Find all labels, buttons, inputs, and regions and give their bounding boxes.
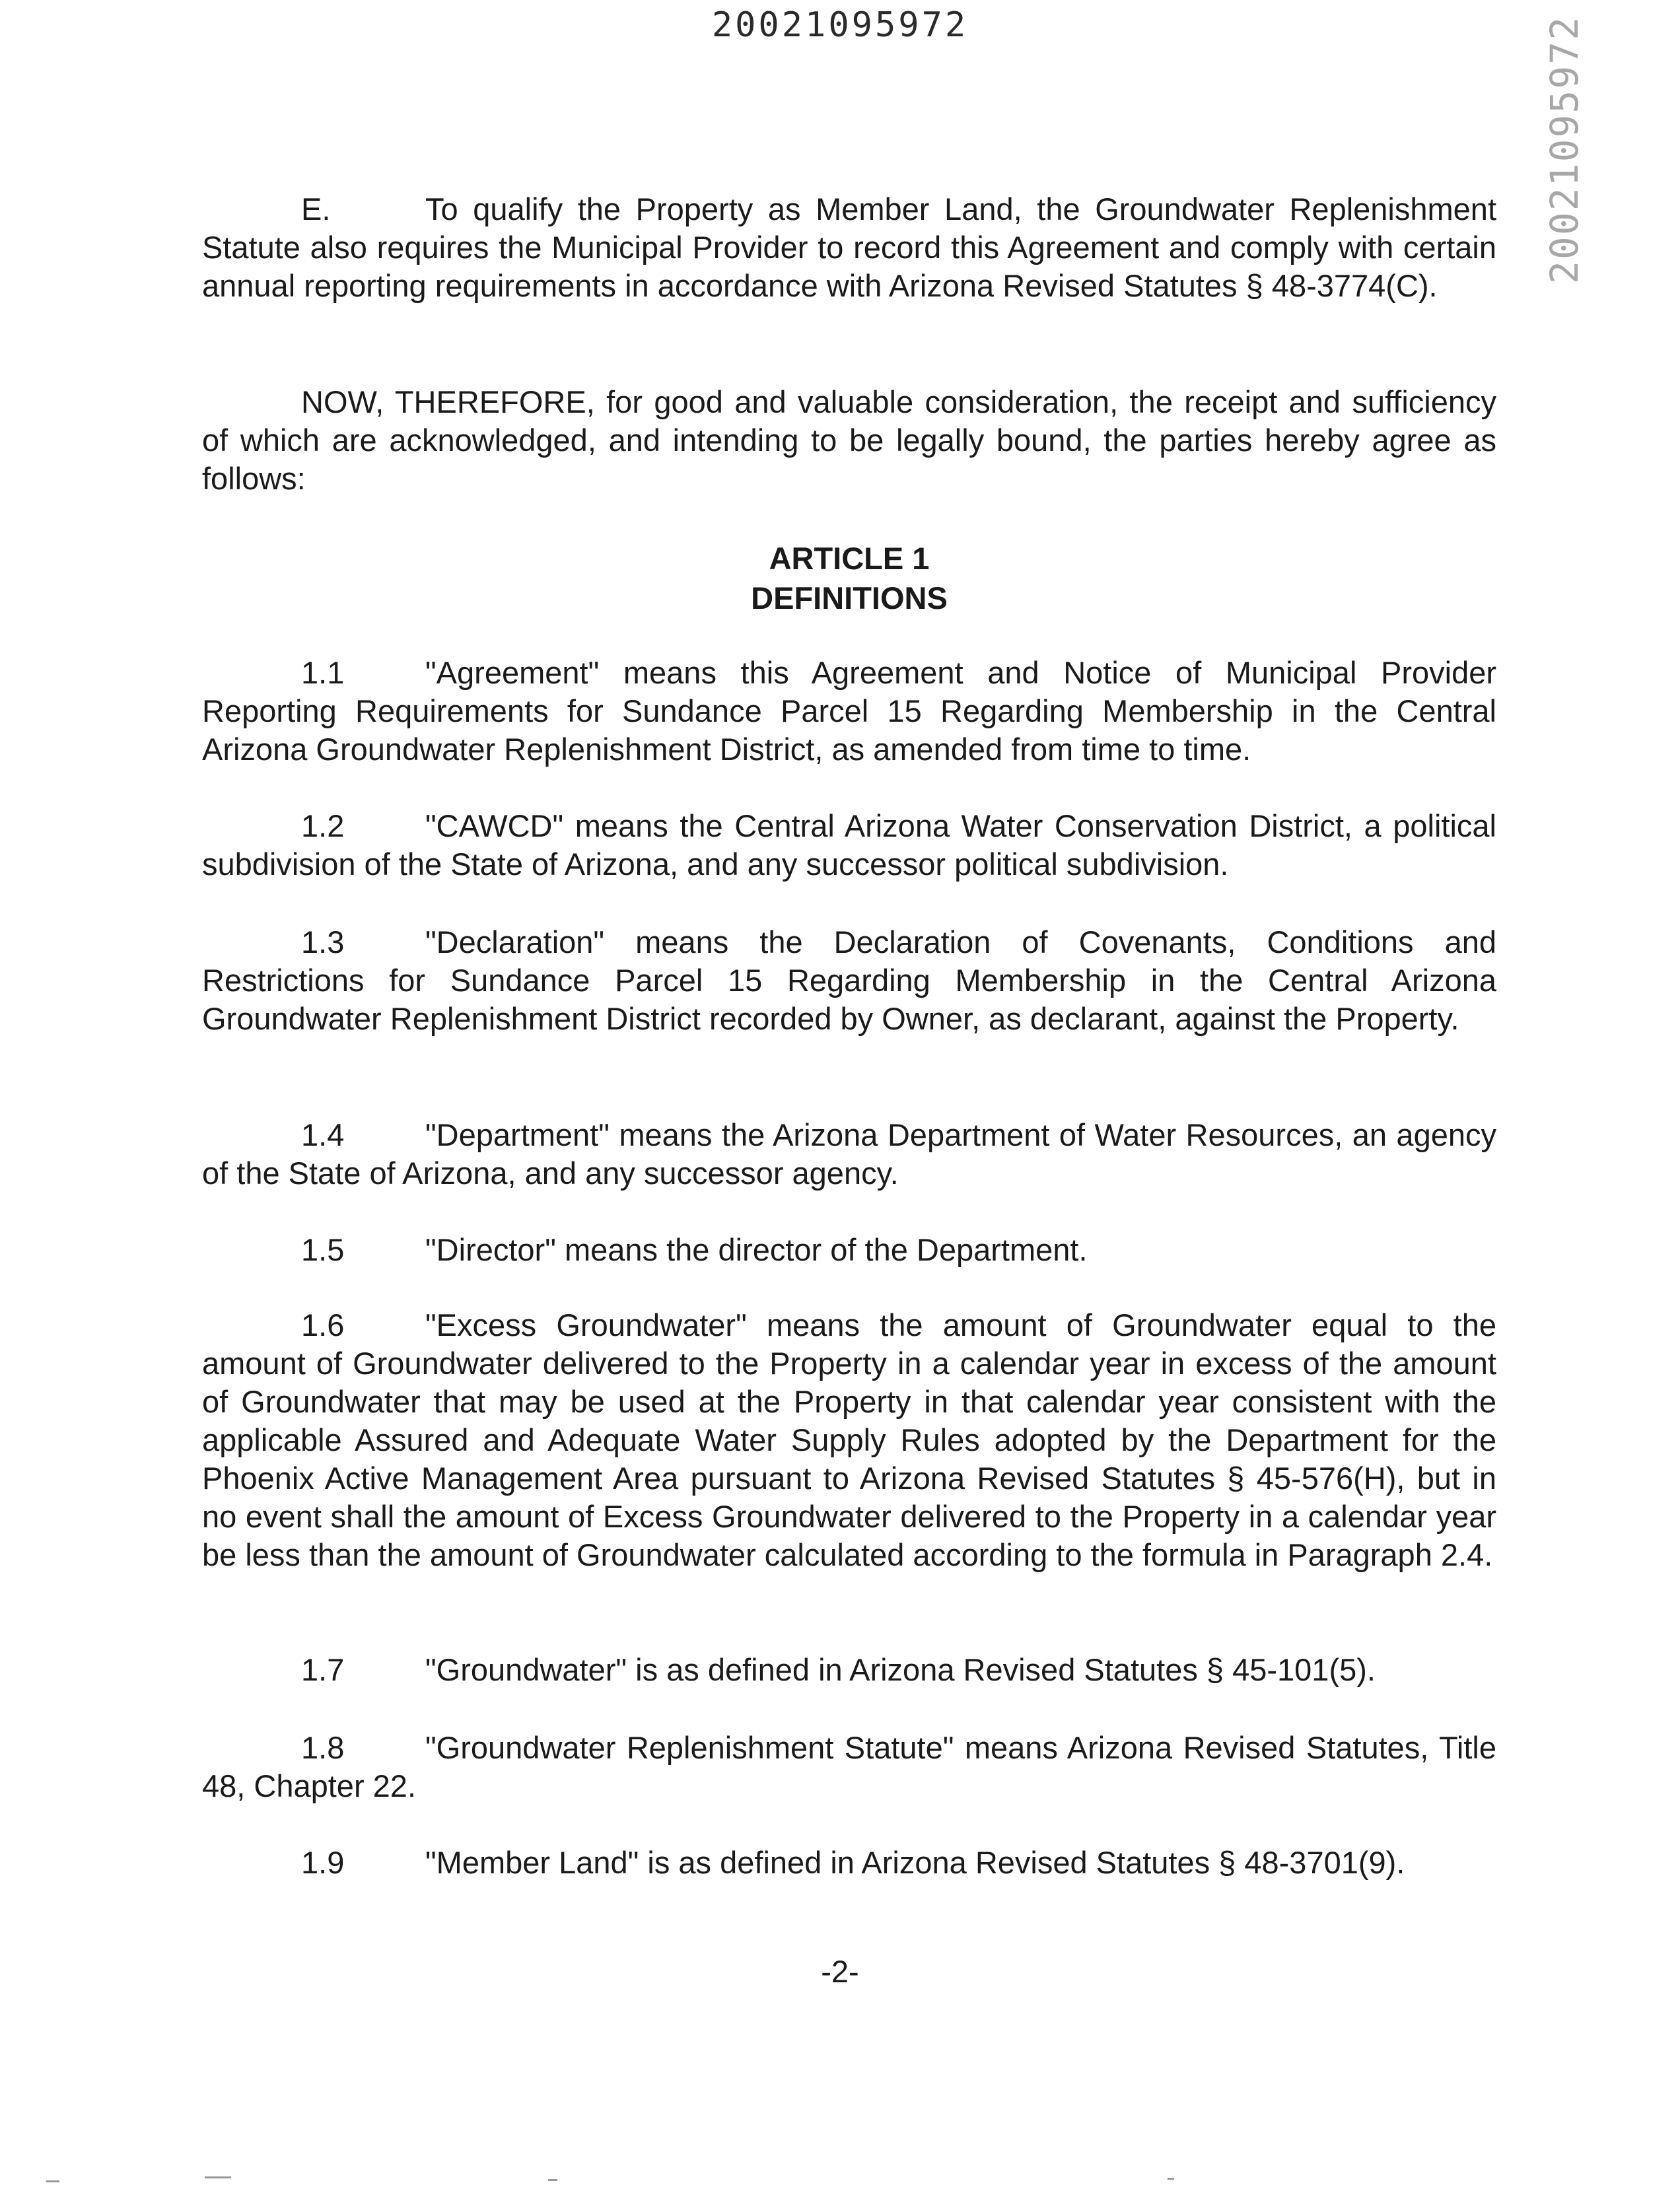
definition-1-8 xyxy=(202,1729,1496,1805)
definition-number: 1.6 xyxy=(301,1307,345,1342)
definition-1-9 xyxy=(202,1844,1496,1882)
definition-text: "Groundwater Replenishment Statute" means Arizona Revised Statutes, Title 48, Chapter 22. xyxy=(202,1730,1496,1803)
definition-text: "CAWCD" means the Central Arizona Water Conservation District, a political subdivision of the State of Arizona, and any successor political subdivision. xyxy=(202,808,1496,882)
definition-number: 1.7 xyxy=(301,1652,345,1687)
definition-1-4 xyxy=(202,1116,1496,1193)
definition-1-5 xyxy=(202,1231,1496,1269)
definition-text: "Department" means the Arizona Department of Water Resources, an agency of the State of Arizona, and any successor agency. xyxy=(202,1117,1496,1191)
definition-1-7 xyxy=(202,1651,1496,1689)
definition-text: "Member Land" is as defined in Arizona Revised Statutes § 48-3701(9). xyxy=(425,1845,1405,1880)
article-title: ARTICLE 1 xyxy=(769,541,930,576)
article-subtitle: DEFINITIONS xyxy=(751,580,948,615)
definition-number: 1.8 xyxy=(301,1730,345,1765)
side-recording-stamp: 20021095972 xyxy=(1542,15,1587,284)
definition-number: 1.3 xyxy=(301,924,345,959)
scan-speck xyxy=(548,2179,557,2181)
definition-number: 1.4 xyxy=(301,1117,345,1152)
document-number: 20021095972 xyxy=(711,5,969,45)
definition-text: "Groundwater" is as defined in Arizona Revised Statutes § 45-101(5). xyxy=(425,1652,1376,1687)
recital-e-label: E. xyxy=(301,191,331,226)
now-therefore-paragraph xyxy=(202,383,1496,498)
definition-1-3 xyxy=(202,923,1496,1038)
definition-text: "Agreement" means this Agreement and Notice of Municipal Provider Reporting Requirements for Sundance Parcel 15 Regarding Membership in the Central Arizona Groundwater Replenishment District, as amended from time to time. xyxy=(202,655,1496,767)
definition-1-6 xyxy=(202,1306,1496,1574)
definition-1-1 xyxy=(202,654,1496,769)
definition-text: "Excess Groundwater" means the amount of Groundwater equal to the amount of Groundwater delivered to the Property in a calendar year in excess of the amount of Groundwater that may be used at the Property in that calendar year consistent with the applicable Assured and Adequate Water Supply Rules adopted by the Department for the Phoenix Active Management Area pursuant to Arizona Revised Statutes § 45-576(H), but in no event shall the amount of Excess Groundwater delivered to the Property in a calendar year be less than the amount of Groundwater calculated according to the formula in Paragraph 2.4. xyxy=(202,1307,1496,1572)
now-therefore-text: NOW, THEREFORE, for good and valuable consideration, the receipt and sufficiency of which are acknowledged, and intending to be legally bound, the parties hereby agree as follows: xyxy=(202,384,1496,496)
scan-speck xyxy=(205,2176,231,2178)
definition-text: "Director" means the director of the Department. xyxy=(425,1232,1088,1267)
definition-text: "Declaration" means the Declaration of Covenants, Conditions and Restrictions for Sundance Parcel 15 Regarding Membership in the Central Arizona Groundwater Replenishment District recorded by Owner, as declarant, against the Property. xyxy=(202,924,1496,1036)
definition-number: 1.2 xyxy=(301,808,345,843)
definition-number: 1.9 xyxy=(301,1845,345,1880)
definition-1-2 xyxy=(202,807,1496,884)
recital-e xyxy=(202,190,1496,305)
definition-number: 1.5 xyxy=(301,1232,345,1267)
definition-number: 1.1 xyxy=(301,655,345,690)
scan-speck xyxy=(46,2180,59,2182)
page-number: -2- xyxy=(821,1954,859,1989)
recital-e-text: To qualify the Property as Member Land, the Groundwater Replenishment Statute also requires the Municipal Provider to record this Agreement and comply with certain annual reporting requirements in accordance with Arizona Revised Statutes § 48-3774(C). xyxy=(202,191,1496,303)
scan-speck xyxy=(1168,2178,1174,2180)
